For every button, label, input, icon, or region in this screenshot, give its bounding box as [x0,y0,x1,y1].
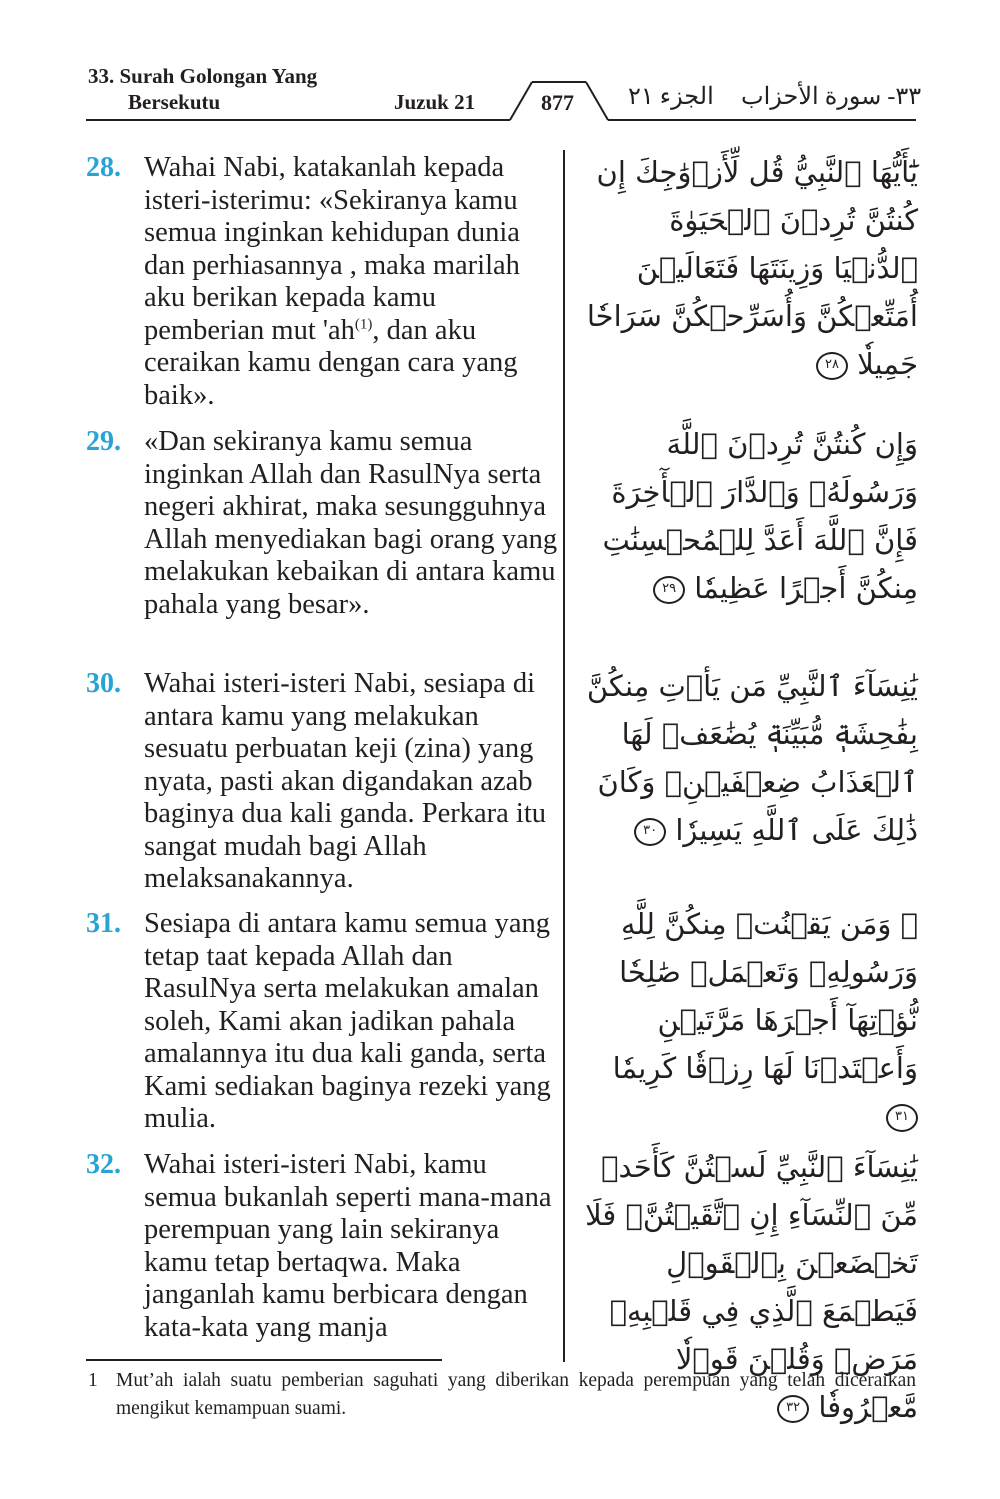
verse-number: 28. [86,152,121,183]
ayah-number-marker: ٣٠ [634,818,666,846]
footnote-number: 1 [88,1370,98,1391]
ayah-number-marker: ٢٩ [653,576,685,604]
verse-text-part: Wahai Nabi, katakanlah kepada isteri-isterimu: «Sekiranya kamu semua inginkan kehidupan dunia dan perhiasannya , maka marilah aku berikan kepada kamu pemberian mut 'ah [144,152,520,346]
footnote-ref[interactable]: (1) [354,316,373,332]
arabic-text: يَٰنِسَآءَ ٱلنَّبِيِّ مَن يَأۡتِ مِنكُنَّ بِفَٰحِشَةٖ مُّبَيِّنَةٖ يُضَٰعَفۡ لَهَا ٱلۡعَذَابُ ضِعۡفَيۡنِۚ وَكَانَ ذَٰلِكَ عَلَى ٱللَّهِ يَسِيرٗا [586,669,918,847]
footnote-text: Mut’ah ialah suatu pemberian saguhati yang diberikan kepada perempuan yang telah diceraikan mengikut kemampuan suami. [116,1370,916,1419]
ayah-number-marker: ٣٢ [777,1395,809,1423]
arabic-verse-30 [585,662,918,854]
ayah-number-marker: ٣١ [886,1104,918,1132]
arabic-verse-31 [585,900,918,1140]
verse-text-part: , dan aku ceraikan kamu dengan cara yang baik». [144,314,518,411]
juzuk-label: Juzuk 21 [394,90,476,114]
surah-title-line1: 33. Surah Golongan Yang [88,64,318,88]
arabic-verse-28 [585,148,918,388]
arabic-text: يَٰنِسَآءَ ٱلنَّبِيِّ لَسۡتُنَّ كَأَحَدٖ مِّنَ ٱلنِّسَآءِ إِنِ ٱتَّقَيۡتُنَّۚ فَلَا تَخۡضَعۡنَ بِٱلۡقَوۡلِ فَيَطۡمَعَ ٱلَّذِي فِي قَلۡبِهِۦ مَرَضٞ وَقُلۡنَ قَوۡلٗا مَّعۡرُوفٗا [585,1150,918,1424]
verse-number: 32. [86,1149,121,1180]
surah-arabic-title: ٣٣- سورة الأحزاب [741,84,922,110]
verse-translation [144,152,559,412]
verse-number: 31. [86,908,121,939]
footnote-rule [86,1359,442,1361]
arabic-text: يَٰٓأَيُّهَا ٱلنَّبِيُّ قُل لِّأَزۡوَٰجِكَ إِن كُنتُنَّ تُرِدۡنَ ٱلۡحَيَوٰةَ ٱلدُّنۡيَا وَزِينَتَهَا فَتَعَالَيۡنَ أُمَتِّعۡكُنَّ وَأُسَرِّحۡكُنَّ سَرَاحٗا جَمِيلٗا [586,155,918,381]
juz-arabic-label: الجزء ٢١ [628,84,714,110]
arabic-verse-29 [585,420,918,612]
arabic-text: وَإِن كُنتُنَّ تُرِدۡنَ ٱللَّهَ وَرَسُولَهُۥ وَٱلدَّارَ ٱلۡأٓخِرَةَ فَإِنَّ ٱللَّهَ أَعَدَّ لِلۡمُحۡسِنَٰتِ مِنكُنَّ أَجۡرًا عَظِيمٗا [602,427,918,605]
page-header [86,64,922,124]
ayah-number-marker: ٢٨ [816,352,848,380]
verse-translation: Wahai isteri-isteri Nabi, sesiapa di antara kamu yang melakukan sesuatu perbuatan keji (zina) yang nyata, pasti akan digandakan azab baginya dua kali ganda. Perkara itu sangat mudah bagi Allah melaksanakannya. [144,668,547,894]
arabic-text: ۞ وَمَن يَقۡنُتۡ مِنكُنَّ لِلَّهِ وَرَسُولِهِۦ وَتَعۡمَلۡ صَٰلِحٗا نُّؤۡتِهَآ أَجۡرَهَا مَرَّتَيۡنِ وَأَعۡتَدۡنَا لَهَا رِزۡقٗا كَرِيمٗا [612,907,918,1085]
page-number: 877 [541,90,574,115]
verse-translation: «Dan sekiranya kamu semua inginkan Allah dan RasulNya serta negeri akhirat, maka sesungguhnya Allah menyediakan bagi orang yang melakukan kebaikan di antara kamu pahala yang besar». [144,426,558,620]
verse-translation: Sesiapa di antara kamu semua yang tetap taat kepada Allah dan RasulNya serta melakukan amalan soleh, Kami akan jadikan pahala amalannya itu dua kali ganda, serta Kami sediakan baginya rezeki yang mulia. [144,908,551,1134]
surah-title-line2: Bersekutu [128,90,221,114]
column-divider [563,150,565,1362]
verse-number: 29. [86,426,121,457]
verse-number: 30. [86,668,121,699]
verse-translation: Wahai isteri-isteri Nabi, kamu semua bukanlah seperti mana-mana perempuan yang lain sekiranya kamu tetap bertaqwa. Maka janganlah kamu berbicara dengan kata-kata yang manja [144,1149,552,1343]
